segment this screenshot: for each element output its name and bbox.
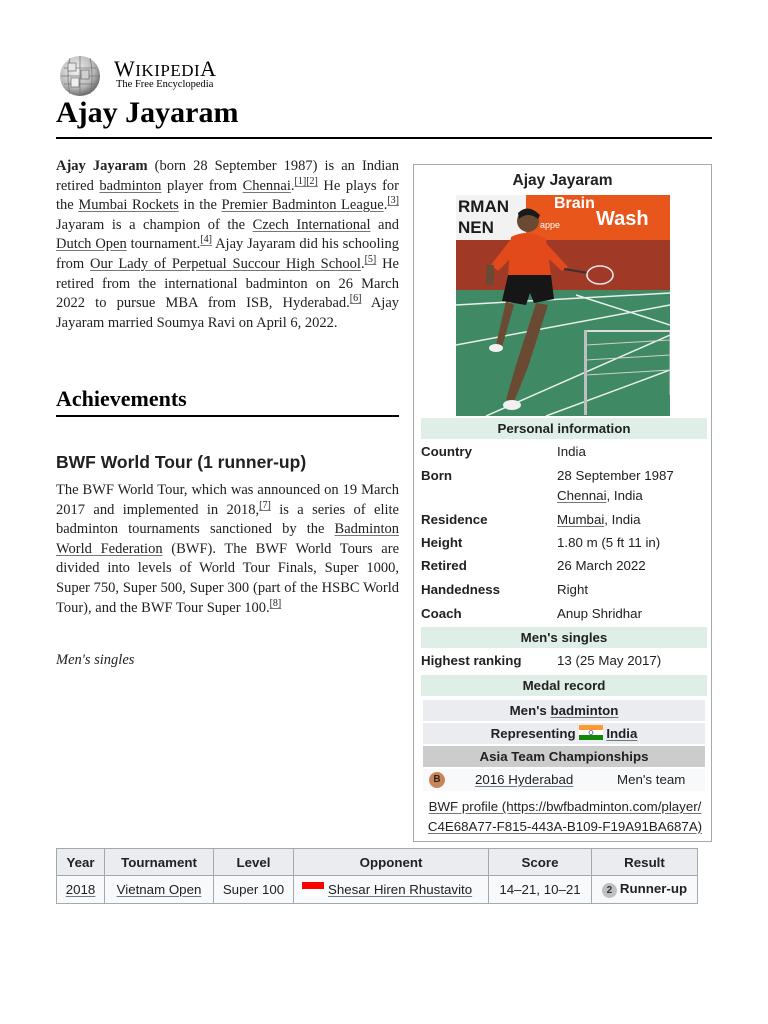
link-mumbai[interactable]: Mumbai — [557, 512, 605, 527]
wikipedia-logo[interactable] — [56, 54, 236, 98]
cell-result: 2 Runner-up — [592, 876, 698, 904]
personal-info-header: Personal information — [421, 418, 707, 439]
link-czech-international[interactable]: Czech International — [252, 216, 371, 233]
ref-4[interactable]: [4] — [200, 234, 212, 246]
bronze-medal-icon: B — [429, 772, 445, 788]
achievements-divider — [56, 415, 399, 417]
link-bwf[interactable]: Badminton World Federation — [56, 521, 399, 557]
handedness-value: Right — [557, 582, 589, 597]
coach-label: Coach — [421, 606, 462, 621]
height-value: 1.80 m (5 ft 11 in) — [557, 535, 661, 550]
page-title: Ajay Jayaram — [56, 96, 239, 129]
infobox — [413, 164, 712, 842]
ref-2[interactable]: [2] — [306, 175, 318, 187]
col-opponent: Opponent — [294, 849, 489, 876]
cell-year[interactable]: 2018 — [57, 876, 105, 904]
cell-opponent[interactable]: Shesar Hiren Rhustavito — [294, 876, 489, 904]
link-chennai[interactable]: Chennai — [242, 177, 291, 194]
handedness-label: Handedness — [421, 582, 501, 597]
link-medal-badminton[interactable]: badminton — [550, 703, 619, 718]
competition-row: Asia Team Championships — [423, 746, 705, 767]
link-badminton[interactable]: badminton — [99, 177, 162, 194]
born-label: Born — [421, 468, 453, 483]
link-2016-hyderabad[interactable]: 2016 Hyderabad — [475, 772, 574, 787]
bwf-profile-link[interactable]: BWF profile (https://bwfbadminton.com/player/ C4E68A77-F815-443A-B109-F19A91BA687A) — [427, 799, 703, 834]
representing-row: Representing India — [423, 723, 705, 744]
born-value: 28 September 1987 Chennai, India — [557, 468, 674, 503]
cell-level: Super 100 — [214, 876, 294, 904]
coach-value: Anup Shridhar — [557, 606, 643, 621]
player-photo[interactable] — [456, 195, 670, 416]
table-row — [57, 876, 698, 904]
col-tournament: Tournament — [105, 849, 214, 876]
ref-7[interactable]: [7] — [259, 499, 271, 511]
india-flag-icon — [579, 725, 603, 740]
col-result: Result — [592, 849, 698, 876]
country-label: Country — [421, 444, 472, 459]
tagline: The Free Encyclopedia — [116, 79, 214, 90]
bwf-world-tour-paragraph: The BWF World Tour, which was announced on 19 March 2017 and implemented in 2018,[7] is a series of elite badminton tournaments sanctioned by the Badminton World Federation (BWF). The BWF World Tours are divided into levels of World Tour Finals, Super 1000, Super 750, Super 500, Super 300 (part of the HSBC World Tour), and the BWF Tour Super 100.[8] — [56, 482, 400, 616]
link-school[interactable]: Our Lady of Perpetual Succour High School — [90, 255, 361, 272]
country-value: India — [557, 444, 586, 459]
table-caption: Men's singles — [56, 652, 135, 668]
medal-sport-row: Men's badminton — [423, 700, 705, 721]
highest-ranking-value: 13 (25 May 2017) — [557, 653, 662, 668]
highest-ranking-label: Highest ranking — [421, 653, 522, 668]
col-score: Score — [489, 849, 592, 876]
infobox-title: Ajay Jayaram — [512, 172, 613, 189]
svg-text:Wash: Wash — [596, 208, 649, 230]
retired-value: 26 March 2022 — [557, 558, 646, 573]
ref-5[interactable]: [5] — [364, 254, 377, 266]
ref-1[interactable]: [1] — [294, 175, 307, 187]
residence-label: Residence — [421, 512, 488, 527]
link-dutch-open[interactable]: Dutch Open — [56, 236, 127, 253]
svg-text:Brain: Brain — [554, 195, 595, 212]
height-label: Height — [421, 535, 463, 550]
link-born-chennai[interactable]: Chennai — [557, 488, 607, 503]
results-table — [56, 848, 698, 904]
medal-event-row — [423, 769, 705, 791]
svg-text:appe: appe — [540, 220, 561, 230]
link-representing-india[interactable]: India — [606, 726, 638, 741]
bwf-world-tour-heading: BWF World Tour (1 runner-up) — [56, 452, 307, 472]
cell-tournament[interactable]: Vietnam Open — [105, 876, 214, 904]
lead-paragraph: Ajay Jayaram (born 28 September 1987) is an Indian retired badminton player from Chennai.[1][2] He plays for the Mumbai Rockets in the Premier Badminton League.[3] Jayaram is a champion of the Czech International and Dutch Open tournament.[4] Ajay Jayaram did his schooling from Our Lady of Perpetual Succour High School.[5] He retired from the international badminton on 26 March 2022 to pursue MBA from ISB, Hyderabad.[6] Ajay Jayaram married Soumya Ravi on April 6, 2022. — [56, 158, 400, 331]
link-premier-badminton-league[interactable]: Premier Badminton League — [221, 197, 384, 214]
wordmark: WIKIPEDIA — [114, 56, 217, 81]
col-year: Year — [57, 849, 105, 876]
player-photo-image — [456, 195, 670, 416]
medal-event-value: Men's team — [617, 772, 686, 787]
cell-score: 14–21, 10–21 — [489, 876, 592, 904]
ref-8[interactable]: [8] — [269, 597, 282, 609]
svg-text:RMAN: RMAN — [458, 197, 509, 216]
link-mumbai-rockets[interactable]: Mumbai Rockets — [78, 197, 179, 214]
silver-medal-icon: 2 — [602, 883, 617, 898]
residence-value: Mumbai, India — [557, 512, 641, 527]
ref-6[interactable]: [6] — [349, 293, 362, 305]
ref-3[interactable]: [3] — [387, 195, 399, 207]
indonesia-flag-icon — [302, 882, 324, 896]
achievements-heading: Achievements — [56, 386, 187, 411]
mens-singles-header: Men's singles — [421, 627, 707, 648]
retired-label: Retired — [421, 558, 467, 573]
col-level: Level — [214, 849, 294, 876]
svg-text:NEN: NEN — [458, 218, 494, 237]
title-divider — [56, 137, 712, 139]
medal-record-header: Medal record — [421, 675, 707, 696]
wikipedia-globe-icon — [56, 54, 104, 98]
